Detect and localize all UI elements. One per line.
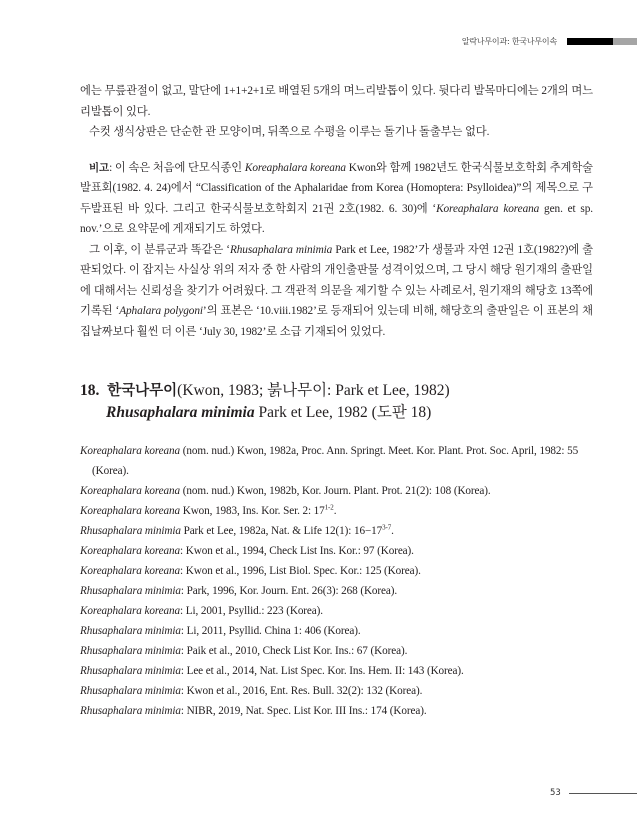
paragraph-description-end: 에는 무릎관절이 없고, 말단에 1+1+2+1로 배열된 5개의 며느리발톱이 있다. 뒷다리 발목마디에는 2개의 며느리발톱이 있다. bbox=[80, 85, 593, 118]
body-text bbox=[80, 81, 593, 342]
running-title: 알락나무이과: 한국나무이속 bbox=[461, 36, 557, 46]
paragraph-male-genitalia: 수컷 생식상판은 단순한 관 모양이며, 뒤쪽으로 수평을 이루는 돌기나 돌출부는 없다. bbox=[89, 126, 490, 138]
reference-item: Rhusaphalara minimia: NIBR, 2019, Nat. Spec. List Kor. III Ins.: 174 (Korea). bbox=[80, 705, 427, 717]
remark-label: 비고 bbox=[89, 161, 110, 174]
species-heading bbox=[80, 380, 600, 423]
running-header bbox=[462, 36, 637, 46]
species-heading-line2: Rhusaphalara minimia Park et Lee, 1982 (도판 18) bbox=[106, 404, 432, 421]
reference-item: Rhusaphalara minimia Park et Lee, 1982a, Nat. & Life 12(1): $16-17^{3-7}$. bbox=[80, 523, 394, 537]
page-number: 53 bbox=[550, 788, 561, 798]
reference-item: Rhusaphalara minimia: Li, 2011, Psyllid. China 1: 406 (Korea). bbox=[80, 625, 361, 637]
reference-item: Koreaphalara koreana Kwon, 1983, Ins. Kor. Ser. 2: 17$^{1-2}$. bbox=[80, 503, 337, 517]
header-bar-gray bbox=[613, 38, 637, 45]
reference-item: Koreaphalara koreana (nom. nud.) Kwon, 1982a, Proc. Ann. Springt. Meet. Kor. Plant. Prot. Soc. April, 1982: 55 (Korea). bbox=[80, 445, 579, 477]
page-footer bbox=[550, 788, 637, 798]
reference-item: Koreaphalara koreana: Li, 2001, Psyllid.: 223 (Korea). bbox=[80, 605, 323, 617]
korean-common-name: 한국나무이 bbox=[107, 383, 178, 399]
taxon-name: Koreaphalara koreana bbox=[436, 202, 540, 215]
reference-item: Koreaphalara koreana: Kwon et al., 1994, Check List Ins. Kor.: 97 (Korea). bbox=[80, 545, 414, 557]
paragraph-publication-history: 그 이후, 이 분류군과 똑같은 ‘Rhusaphalara minimia Park et Lee, 1982’가 생물과 자연 12권 1호(1982?)에 출판되었다. 이 잡지는 사실상 위의 저자 중 한 사람의 개인출판물 성격이었으며, 그 당시 해당 원기재의 출판일에 대해서는 신뢰성을 찾기가 어려웠다. 그 객관적 의문을 제기할 수 있는 사례로서, 원기재의 해당호 13쪽에 기록된 ‘Aphalara polygoni’의 표본은 ‘10.viii.1982’로 등재되어 있는데 비해, 해당호의 출판일은 이 표본의 채집날짜보다 훨씬 더 이른 ‘July 30, 1982’로 소급 기재되어 있었다. bbox=[80, 243, 594, 338]
paragraph-remark: 비고: 이 속은 처음에 단모식종인 Koreaphalara koreana Kwon와 함께 1982년도 한국식물보호학회 추계학술발표회(1982. 4. 24)에서 “Classification of the Aphalaridae from Korea (Homoptera: Psylloidea)”의 제목으로 구두발표된 바 있다. 그리고 한국식물보호학회지 21권 2호(1982. 6. 30)에 ‘Koreaphalara koreana gen. et sp. nov.’으로 요약문에 게재되기도 하였다. bbox=[80, 161, 593, 235]
taxon-name: Rhusaphalara minimia bbox=[229, 243, 333, 256]
synonymy-list bbox=[80, 441, 600, 721]
reference-item: Rhusaphalara minimia: Kwon et al., 2016, Ent. Res. Bull. 32(2): 132 (Korea). bbox=[80, 685, 423, 697]
reference-item: Rhusaphalara minimia: Lee et al., 2014, Nat. List Spec. Kor. Ins. Hem. II: 143 (Korea). bbox=[80, 665, 464, 677]
reference-item: Koreaphalara koreana (nom. nud.) Kwon, 1982b, Kor. Journ. Plant. Prot. 21(2): 108 (Korea). bbox=[80, 485, 491, 497]
species-number: 18. bbox=[80, 382, 100, 399]
footer-rule bbox=[569, 793, 637, 794]
scientific-name: Rhusaphalara minimia bbox=[106, 404, 255, 421]
taxon-name: Koreaphalara koreana bbox=[244, 161, 346, 174]
taxon-name: Aphalara polygoni bbox=[119, 305, 203, 317]
species-heading-line1: 18. 한국나무이(Kwon, 1983; 붉나무이: Park et Lee, 1982) bbox=[80, 382, 450, 399]
header-bar-black bbox=[567, 38, 613, 45]
reference-item: Rhusaphalara minimia: Paik et al., 2010, Check List Kor. Ins.: 67 (Korea). bbox=[80, 645, 408, 657]
reference-item: Rhusaphalara minimia: Park, 1996, Kor. Journ. Ent. 26(3): 268 (Korea). bbox=[80, 585, 398, 597]
reference-item: Koreaphalara koreana: Kwon et al., 1996, List Biol. Spec. Kor.: 125 (Korea). bbox=[80, 565, 421, 577]
